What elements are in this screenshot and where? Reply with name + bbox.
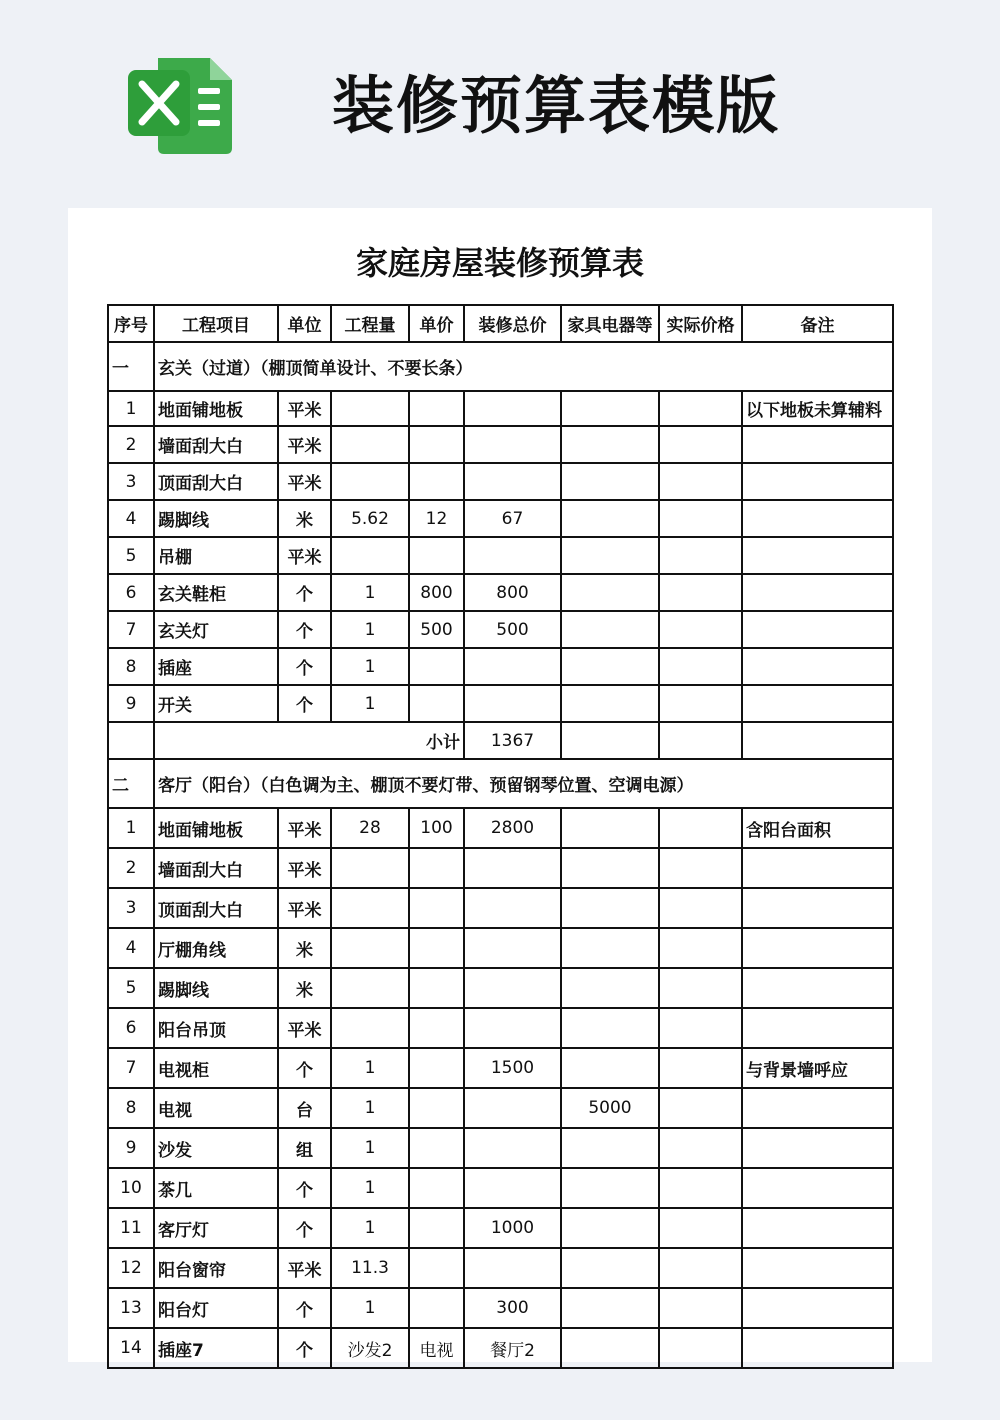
cell-quantity: 1 xyxy=(331,1168,409,1208)
cell-total-price xyxy=(464,968,561,1008)
cell-furniture-appliance xyxy=(561,1128,659,1168)
cell-total-price xyxy=(464,391,561,426)
cell-total-price xyxy=(464,685,561,722)
cell-remarks xyxy=(742,648,893,685)
cell-quantity: 1 xyxy=(331,611,409,648)
cell-unit-price: 12 xyxy=(409,500,464,537)
cell-quantity xyxy=(331,426,409,463)
cell-unit-price xyxy=(409,1208,464,1248)
cell-remarks xyxy=(742,426,893,463)
cell-remarks: 以下地板未算辅料 xyxy=(742,391,893,426)
cell-remarks xyxy=(742,1128,893,1168)
cell-total-price xyxy=(464,928,561,968)
table-row xyxy=(108,1288,893,1328)
cell-actual-price xyxy=(659,1048,742,1088)
sheet-title: 家庭房屋装修预算表 xyxy=(355,244,644,282)
table-row xyxy=(108,1208,893,1248)
cell-total-price xyxy=(464,1088,561,1128)
cell-index: 2 xyxy=(108,426,154,463)
cell-unit: 个 xyxy=(278,1168,331,1208)
cell-item: 客厅灯 xyxy=(154,1208,278,1248)
page-header xyxy=(0,0,1000,208)
cell-unit-price xyxy=(409,1128,464,1168)
cell-furniture-appliance xyxy=(561,648,659,685)
cell-remarks xyxy=(742,611,893,648)
cell-index: 11 xyxy=(108,1208,154,1248)
cell-unit-price xyxy=(409,1048,464,1088)
column-header-remarks: 备注 xyxy=(742,305,893,342)
cell-furniture-appliance xyxy=(561,611,659,648)
cell-unit-price xyxy=(409,426,464,463)
cell-unit-price xyxy=(409,928,464,968)
cell-unit-price: 电视 xyxy=(409,1328,464,1368)
cell-actual-price xyxy=(659,611,742,648)
cell-item: 厅棚角线 xyxy=(154,928,278,968)
cell-furniture-appliance xyxy=(561,1008,659,1048)
cell-item: 电视 xyxy=(154,1088,278,1128)
cell-total-price: 1500 xyxy=(464,1048,561,1088)
cell-unit: 平米 xyxy=(278,1008,331,1048)
cell-index: 8 xyxy=(108,648,154,685)
cell-item: 墙面刮大白 xyxy=(154,426,278,463)
cell-furniture-appliance xyxy=(561,1208,659,1248)
cell-unit: 台 xyxy=(278,1088,331,1128)
cell-quantity: 1 xyxy=(331,1088,409,1128)
cell-index: 4 xyxy=(108,928,154,968)
table-row xyxy=(108,1248,893,1288)
cell-unit: 个 xyxy=(278,1288,331,1328)
section-row xyxy=(108,759,893,808)
cell-index: 5 xyxy=(108,537,154,574)
cell-quantity xyxy=(331,1008,409,1048)
cell-quantity: 1 xyxy=(331,685,409,722)
table-row xyxy=(108,500,893,537)
section-index: 二 xyxy=(108,759,154,808)
cell-item: 阳台灯 xyxy=(154,1288,278,1328)
column-header-furniture-appliance: 家具电器等 xyxy=(561,305,659,342)
cell-item: 顶面刮大白 xyxy=(154,463,278,500)
cell-furniture-appliance xyxy=(561,1168,659,1208)
cell-furniture-appliance xyxy=(561,1328,659,1368)
cell-index: 5 xyxy=(108,968,154,1008)
table-row xyxy=(108,611,893,648)
cell-unit: 平米 xyxy=(278,808,331,848)
cell-unit: 平米 xyxy=(278,848,331,888)
cell-index: 3 xyxy=(108,463,154,500)
cell-quantity xyxy=(331,888,409,928)
cell-index: 6 xyxy=(108,574,154,611)
cell-index: 1 xyxy=(108,391,154,426)
cell-item: 玄关灯 xyxy=(154,611,278,648)
table-row xyxy=(108,1168,893,1208)
cell-furniture-appliance: 5000 xyxy=(561,1088,659,1128)
cell-item: 地面铺地板 xyxy=(154,808,278,848)
cell-total-price xyxy=(464,1008,561,1048)
cell-index: 9 xyxy=(108,1128,154,1168)
cell-unit-price xyxy=(409,463,464,500)
section-row xyxy=(108,342,893,391)
cell-actual-price xyxy=(659,1128,742,1168)
cell-index: 13 xyxy=(108,1288,154,1328)
cell-index xyxy=(108,722,154,759)
table-row xyxy=(108,648,893,685)
cell-remarks xyxy=(742,1208,893,1248)
cell-actual-price xyxy=(659,1288,742,1328)
table-row xyxy=(108,1128,893,1168)
cell-unit-price xyxy=(409,648,464,685)
cell-actual-price xyxy=(659,426,742,463)
cell-quantity: 28 xyxy=(331,808,409,848)
cell-index: 7 xyxy=(108,611,154,648)
cell-furniture-appliance xyxy=(561,574,659,611)
cell-quantity xyxy=(331,391,409,426)
cell-furniture-appliance xyxy=(561,500,659,537)
cell-total-price xyxy=(464,1248,561,1288)
cell-total-price: 800 xyxy=(464,574,561,611)
table-row xyxy=(108,1088,893,1128)
cell-index: 6 xyxy=(108,1008,154,1048)
cell-actual-price xyxy=(659,685,742,722)
cell-total-price: 500 xyxy=(464,611,561,648)
cell-quantity: 11.3 xyxy=(331,1248,409,1288)
cell-total-price xyxy=(464,1168,561,1208)
cell-index: 7 xyxy=(108,1048,154,1088)
cell-unit: 个 xyxy=(278,574,331,611)
cell-actual-price xyxy=(659,1168,742,1208)
cell-item: 玄关鞋柜 xyxy=(154,574,278,611)
cell-item: 墙面刮大白 xyxy=(154,848,278,888)
cell-item: 阳台吊顶 xyxy=(154,1008,278,1048)
cell-unit: 平米 xyxy=(278,537,331,574)
cell-total-price xyxy=(464,1128,561,1168)
cell-item: 阳台窗帘 xyxy=(154,1248,278,1288)
cell-total-price: 67 xyxy=(464,500,561,537)
cell-index: 4 xyxy=(108,500,154,537)
cell-unit: 米 xyxy=(278,500,331,537)
table-row xyxy=(108,1048,893,1088)
cell-actual-price xyxy=(659,574,742,611)
cell-quantity xyxy=(331,848,409,888)
cell-unit: 个 xyxy=(278,1208,331,1248)
cell-quantity: 沙发2 xyxy=(331,1328,409,1368)
cell-remarks xyxy=(742,1008,893,1048)
cell-unit: 个 xyxy=(278,648,331,685)
cell-quantity: 1 xyxy=(331,1288,409,1328)
cell-remarks xyxy=(742,1288,893,1328)
cell-remarks xyxy=(742,928,893,968)
table-row xyxy=(108,888,893,928)
cell-unit: 个 xyxy=(278,611,331,648)
cell-quantity xyxy=(331,928,409,968)
cell-unit: 平米 xyxy=(278,391,331,426)
cell-unit-price xyxy=(409,1088,464,1128)
cell-item: 插座7 xyxy=(154,1328,278,1368)
cell-actual-price xyxy=(659,463,742,500)
cell-furniture-appliance xyxy=(561,463,659,500)
cell-unit-price xyxy=(409,848,464,888)
cell-furniture-appliance xyxy=(561,1288,659,1328)
column-header-index: 序号 xyxy=(108,305,154,342)
cell-unit: 平米 xyxy=(278,426,331,463)
section-title: 客厅（阳台）（白色调为主、棚顶不要灯带、预留钢琴位置、空调电源） xyxy=(154,759,893,808)
cell-furniture-appliance xyxy=(561,968,659,1008)
cell-item: 插座 xyxy=(154,648,278,685)
table-row xyxy=(108,928,893,968)
section-title: 玄关（过道）（棚顶简单设计、不要长条） xyxy=(154,342,893,391)
table-row xyxy=(108,1328,893,1368)
cell-remarks xyxy=(742,685,893,722)
cell-furniture-appliance xyxy=(561,537,659,574)
cell-remarks: 与背景墙呼应 xyxy=(742,1048,893,1088)
excel-icon xyxy=(128,58,232,154)
cell-unit: 个 xyxy=(278,1328,331,1368)
cell-furniture-appliance xyxy=(561,426,659,463)
cell-index: 14 xyxy=(108,1328,154,1368)
cell-total-price: 1000 xyxy=(464,1208,561,1248)
column-header-actual-price: 实际价格 xyxy=(659,305,742,342)
cell-actual-price xyxy=(659,1208,742,1248)
cell-unit: 米 xyxy=(278,968,331,1008)
cell-quantity xyxy=(331,537,409,574)
cell-remarks xyxy=(742,500,893,537)
cell-actual-price xyxy=(659,537,742,574)
cell-quantity: 1 xyxy=(331,1208,409,1248)
cell-unit: 个 xyxy=(278,1048,331,1088)
cell-remarks xyxy=(742,1168,893,1208)
cell-total-price xyxy=(464,888,561,928)
cell-unit-price xyxy=(409,888,464,928)
cell-quantity xyxy=(331,463,409,500)
table-row xyxy=(108,1008,893,1048)
cell-actual-price xyxy=(659,648,742,685)
cell-unit-price xyxy=(409,391,464,426)
cell-actual-price xyxy=(659,928,742,968)
cell-quantity xyxy=(331,968,409,1008)
column-header-total-price: 装修总价 xyxy=(464,305,561,342)
cell-quantity: 1 xyxy=(331,648,409,685)
cell-furniture-appliance xyxy=(561,722,659,759)
cell-unit-price xyxy=(409,685,464,722)
cell-actual-price xyxy=(659,808,742,848)
cell-unit-price xyxy=(409,537,464,574)
cell-remarks xyxy=(742,1088,893,1128)
cell-actual-price xyxy=(659,500,742,537)
cell-index: 12 xyxy=(108,1248,154,1288)
cell-unit-price: 100 xyxy=(409,808,464,848)
cell-unit-price xyxy=(409,1168,464,1208)
cell-furniture-appliance xyxy=(561,391,659,426)
table-row xyxy=(108,537,893,574)
cell-unit-price: 800 xyxy=(409,574,464,611)
cell-index: 1 xyxy=(108,808,154,848)
cell-furniture-appliance xyxy=(561,808,659,848)
section-index: 一 xyxy=(108,342,154,391)
cell-actual-price xyxy=(659,1008,742,1048)
cell-item: 沙发 xyxy=(154,1128,278,1168)
cell-total-price: 2800 xyxy=(464,808,561,848)
cell-remarks: 含阳台面积 xyxy=(742,808,893,848)
cell-remarks xyxy=(742,574,893,611)
cell-remarks xyxy=(742,848,893,888)
cell-index: 2 xyxy=(108,848,154,888)
cell-item: 茶几 xyxy=(154,1168,278,1208)
cell-furniture-appliance xyxy=(561,1048,659,1088)
cell-unit: 个 xyxy=(278,685,331,722)
cell-quantity: 1 xyxy=(331,574,409,611)
cell-furniture-appliance xyxy=(561,928,659,968)
cell-item: 吊棚 xyxy=(154,537,278,574)
cell-unit: 米 xyxy=(278,928,331,968)
cell-unit-price xyxy=(409,968,464,1008)
table-header-row xyxy=(108,305,893,342)
cell-total-price xyxy=(464,537,561,574)
cell-total-price xyxy=(464,426,561,463)
cell-quantity: 1 xyxy=(331,1048,409,1088)
page-title: 装修预算表模版 xyxy=(332,69,781,142)
table-row xyxy=(108,968,893,1008)
cell-unit-price xyxy=(409,1248,464,1288)
cell-item: 踢脚线 xyxy=(154,500,278,537)
cell-actual-price xyxy=(659,391,742,426)
cell-index: 10 xyxy=(108,1168,154,1208)
cell-item: 开关 xyxy=(154,685,278,722)
cell-unit: 平米 xyxy=(278,463,331,500)
table-row xyxy=(108,685,893,722)
budget-sheet xyxy=(68,208,932,1362)
cell-remarks xyxy=(742,1248,893,1288)
cell-furniture-appliance xyxy=(561,1248,659,1288)
cell-actual-price xyxy=(659,968,742,1008)
cell-unit: 组 xyxy=(278,1128,331,1168)
cell-item: 电视柜 xyxy=(154,1048,278,1088)
cell-actual-price xyxy=(659,848,742,888)
cell-unit-price: 500 xyxy=(409,611,464,648)
cell-furniture-appliance xyxy=(561,685,659,722)
table-row xyxy=(108,426,893,463)
cell-remarks xyxy=(742,968,893,1008)
cell-unit: 平米 xyxy=(278,1248,331,1288)
cell-quantity: 1 xyxy=(331,1128,409,1168)
cell-remarks xyxy=(742,722,893,759)
cell-actual-price xyxy=(659,888,742,928)
column-header-unit-price: 单价 xyxy=(409,305,464,342)
table-row xyxy=(108,574,893,611)
cell-index: 9 xyxy=(108,685,154,722)
cell-item: 踢脚线 xyxy=(154,968,278,1008)
table-row xyxy=(108,808,893,848)
cell-unit-price xyxy=(409,1288,464,1328)
table-row xyxy=(108,848,893,888)
cell-actual-price xyxy=(659,1328,742,1368)
subtotal-value: 1367 xyxy=(464,722,561,759)
cell-remarks xyxy=(742,463,893,500)
cell-furniture-appliance xyxy=(561,848,659,888)
cell-actual-price xyxy=(659,722,742,759)
cell-remarks xyxy=(742,888,893,928)
cell-total-price: 餐厅2 xyxy=(464,1328,561,1368)
cell-unit-price xyxy=(409,1008,464,1048)
cell-item: 地面铺地板 xyxy=(154,391,278,426)
cell-remarks xyxy=(742,1328,893,1368)
cell-total-price xyxy=(464,848,561,888)
cell-index: 3 xyxy=(108,888,154,928)
subtotal-row xyxy=(108,722,893,759)
budget-table xyxy=(107,304,894,1369)
cell-total-price: 300 xyxy=(464,1288,561,1328)
column-header-quantity: 工程量 xyxy=(331,305,409,342)
table-row xyxy=(108,391,893,426)
column-header-unit: 单位 xyxy=(278,305,331,342)
table-row xyxy=(108,463,893,500)
cell-total-price xyxy=(464,463,561,500)
subtotal-label: 小计 xyxy=(154,722,464,759)
cell-furniture-appliance xyxy=(561,888,659,928)
cell-remarks xyxy=(742,537,893,574)
cell-actual-price xyxy=(659,1248,742,1288)
cell-item: 顶面刮大白 xyxy=(154,888,278,928)
cell-index: 8 xyxy=(108,1088,154,1128)
cell-unit: 平米 xyxy=(278,888,331,928)
cell-actual-price xyxy=(659,1088,742,1128)
cell-total-price xyxy=(464,648,561,685)
cell-quantity: 5.62 xyxy=(331,500,409,537)
column-header-item: 工程项目 xyxy=(154,305,278,342)
